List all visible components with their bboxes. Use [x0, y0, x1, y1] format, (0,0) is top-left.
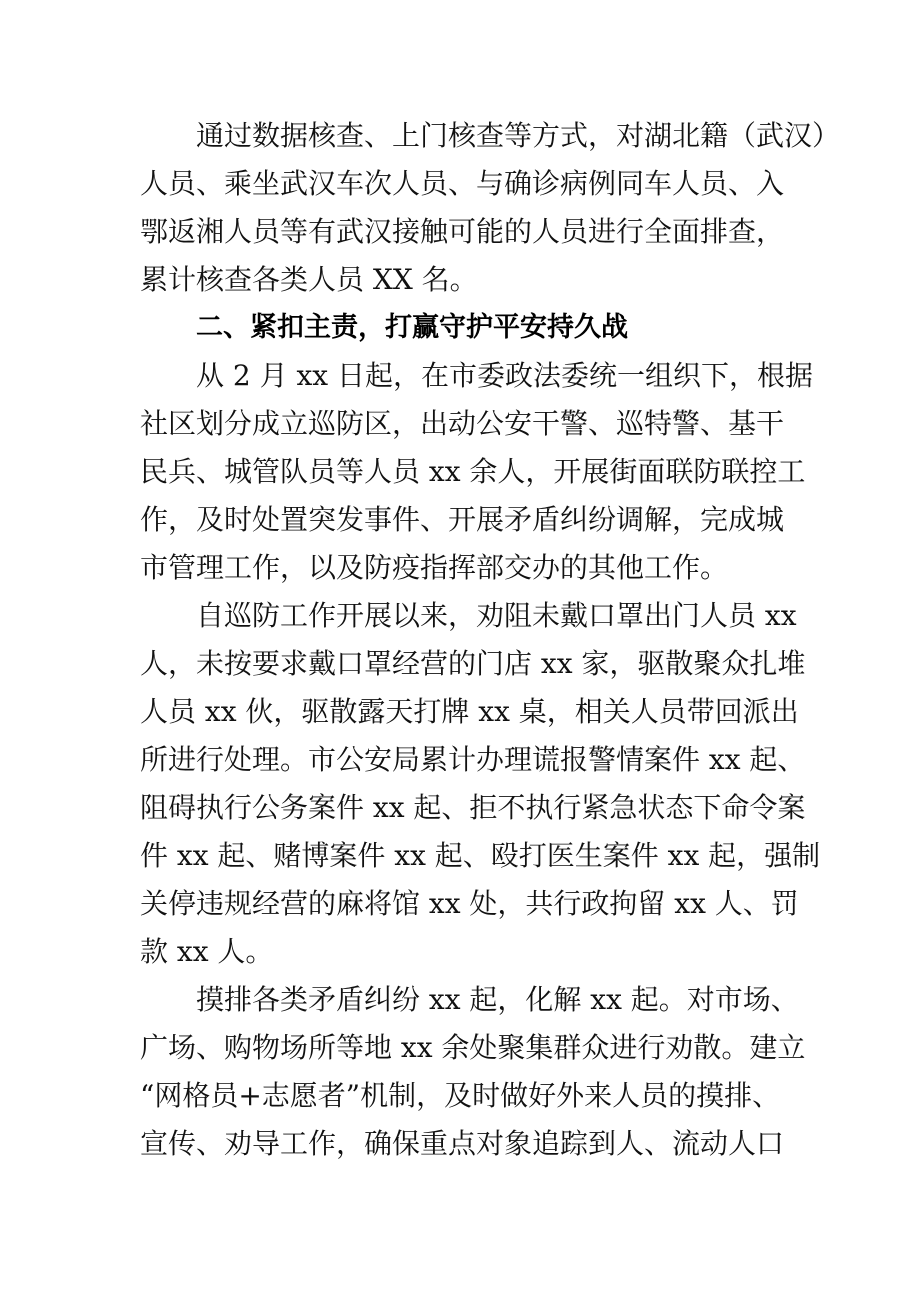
text-line: “网格员+志愿者”机制，及时做好外来人员的摸排、 [140, 1079, 781, 1112]
text-line: 阻碍执行公务案件 xx 起、拒不执行紧急状态下命令案 [140, 791, 806, 824]
text-line: 自巡防工作开展以来，劝阻未戴口罩出门人员 xx [196, 599, 797, 632]
text-line: 人员 xx 伙，驱散露天打牌 xx 桌，相关人员带回派出 [140, 695, 799, 728]
section-heading [140, 304, 780, 352]
text-line: 累计核查各类人员 XX 名。 [140, 263, 478, 296]
paragraph-investigation [140, 112, 841, 304]
text-line: 作，及时处置突发事件、开展矛盾纠纷调解，完成城 [140, 503, 785, 536]
text-line: 通过数据核查、上门核查等方式，对湖北籍（武汉） [196, 119, 841, 152]
paragraph-patrol-setup [140, 352, 814, 592]
text-line: 民兵、城管队员等人员 xx 余人，开展街面联防联控工 [140, 455, 806, 488]
text-line: 关停违规经营的麻将馆 xx 处，共行政拘留 xx 人、罚 [140, 887, 799, 920]
text-line: 宣传、劝导工作，确保重点对象追踪到人、流动人口 [140, 1127, 785, 1160]
text-line: 摸排各类矛盾纠纷 xx 起，化解 xx 起。对市场、 [196, 983, 799, 1016]
text-line: 人员、乘坐武汉车次人员、与确诊病例同车人员、入 [140, 167, 785, 200]
text-line: 所进行处理。市公安局累计办理谎报警情案件 xx 起、 [140, 743, 806, 776]
paragraph-patrol-results [140, 592, 821, 976]
heading-text: 二、紧扣主责，打赢守护平安持久战 [196, 312, 628, 343]
text-line: 社区划分成立巡防区，出动公安干警、巡特警、基干 [140, 407, 785, 440]
paragraph-dispute-mediation [140, 976, 806, 1168]
text-line: 鄂返湘人员等有武汉接触可能的人员进行全面排查， [140, 215, 785, 248]
text-line: 从 2 月 xx 日起，在市委政法委统一组织下，根据 [196, 359, 814, 392]
text-line: 人，未按要求戴口罩经营的门店 xx 家，驱散聚众扎堆 [140, 647, 806, 680]
text-line: 款 xx 人。 [140, 935, 274, 968]
text-line: 市管理工作，以及防疫指挥部交办的其他工作。 [140, 551, 729, 584]
text-line: 件 xx 起、赌博案件 xx 起、殴打医生案件 xx 起，强制 [140, 839, 821, 872]
text-line: 广场、购物场所等地 xx 余处聚集群众进行劝散。建立 [140, 1031, 806, 1064]
document-body [140, 112, 841, 1168]
